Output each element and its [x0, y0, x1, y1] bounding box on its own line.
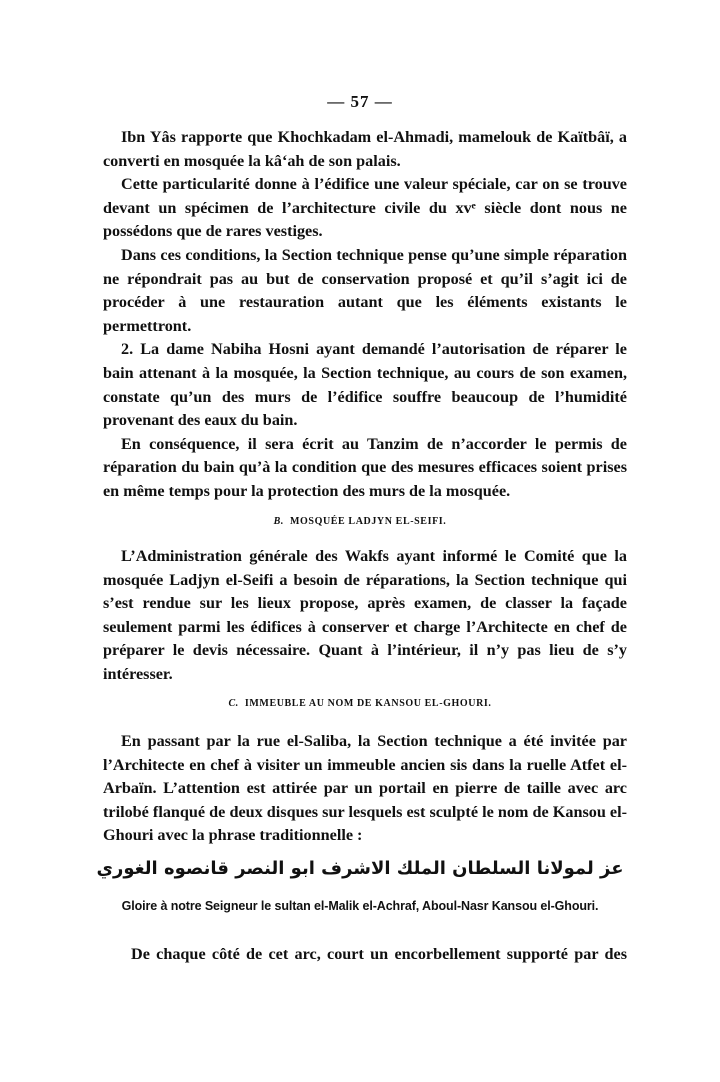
page-number: — 57 — — [327, 92, 393, 111]
arabic-inscription: عز لمولانا السلطان الملك الاشرف ابو النصر قانصوه الغوري — [96, 858, 624, 879]
paragraph: En conséquence, il sera écrit au Tanzim de n’accorder le permis de réparation du bain qu’à la condition que des mesures efficaces soient prises en même temps pour la protection des murs de la mosquée. — [103, 434, 627, 500]
paragraph: Dans ces conditions, la Section technique pense qu’une simple réparation ne répondrait pas au but de conservation proposé et qu’il s’agit ici de procéder à une restauration autant que les éléments existants le permettront. — [103, 245, 627, 335]
section-b-letter: B. — [273, 516, 284, 527]
paragraph: 2. La dame Nabiha Hosni ayant demandé l’autorisation de réparer le bain attenant à la mosquée, la Section technique, au cours de son examen, constate qu’un des murs de l’édifice souffre beaucoup de l’humidité provenant des eaux du bain. — [103, 340, 627, 430]
paragraph: Cette particularité donne à l’édifice une valeur spéciale, car on se trouve devant un spécimen de l’architecture civile du xvᵉ siècle dont nous ne possédons que de rares vestiges. — [103, 175, 627, 241]
section-c-letter: C. — [228, 698, 239, 709]
paragraph: L’Administration générale des Wakfs ayant informé le Comité que la mosquée Ladjyn el-Seifi a besoin de réparations, la Section technique qui s’est rendue sur les lieux propose, après examen, de classer la façade seulement parmi les édifices à conserver et charge l’Architecte en chef de préparer le devis nécessaire. Quant à l’intérieur, il n’y pas lieu de s’y intéresser. — [103, 547, 627, 683]
paragraph: Ibn Yâs rapporte que Khochkadam el-Ahmadi, mamelouk de Kaïtbâï, a converti en mosquée la kâ‘ah de son palais. — [103, 128, 627, 170]
section-c-title: IMMEUBLE AU NOM DE KANSOU EL-GHOURI. — [244, 698, 492, 709]
paragraph: En passant par la rue el-Saliba, la Section technique a été invitée par l’Architecte en chef à visiter un immeuble ancien sis dans la ruelle Atfet el-Arbaïn. L’attention est attirée par un portail en pierre de taille avec arc trilobé flanqué de deux disques sur lesquels est sculpté le nom de Kansou el-Ghouri avec la phrase traditionnelle : — [103, 732, 627, 845]
section-b-title: MOSQUÉE LADJYN EL-SEIFI. — [290, 516, 447, 527]
paragraph: De chaque côté de cet arc, court un encorbellement supporté par des — [131, 945, 627, 963]
section-a-body — [103, 126, 627, 504]
inscription-translation: Gloire à notre Seigneur le sultan el-Malik el-Achraf, Aboul-Nasr Kansou el-Ghouri. — [121, 899, 599, 913]
section-c-body — [103, 730, 627, 848]
section-c-continuation — [103, 943, 627, 967]
section-c-heading — [0, 698, 720, 709]
section-b-heading — [0, 516, 720, 527]
section-b-body — [103, 545, 627, 687]
